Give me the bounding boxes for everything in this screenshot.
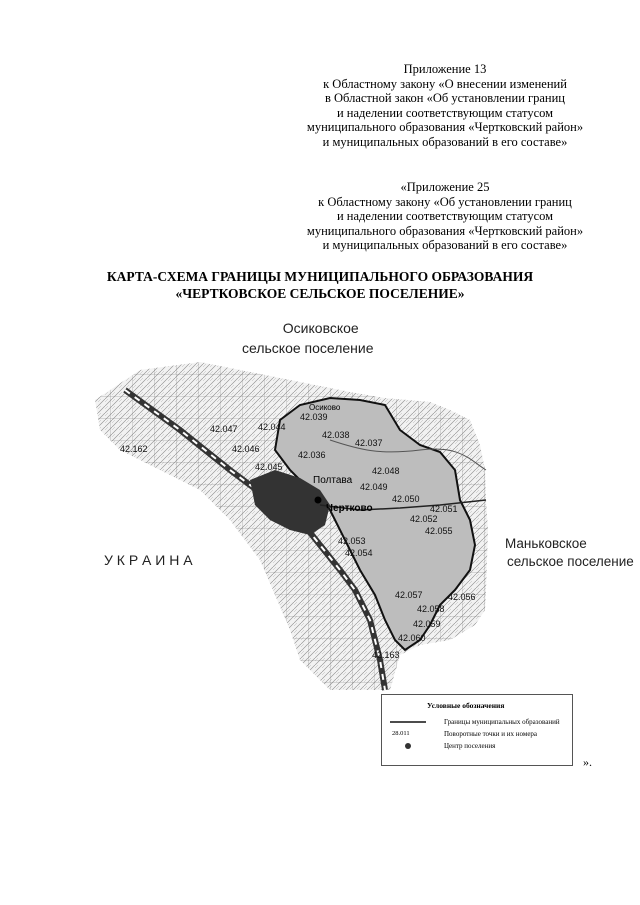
boundary-point-label: 42.044 <box>258 422 286 432</box>
neighbor-north-line1: Осиковское <box>282 320 359 336</box>
boundary-point-label: 42.050 <box>392 494 420 504</box>
boundary-point-label: 42.045 <box>255 462 283 472</box>
legend-item-points <box>388 729 568 739</box>
boundary-point-label: 42.057 <box>395 590 423 600</box>
boundary-point-label: 42.049 <box>360 482 388 492</box>
boundary-point-sample: 28.011 <box>392 730 410 737</box>
boundary-point-label: 42.048 <box>372 466 400 476</box>
header-line: и муниципальных образований в его составе» <box>322 134 568 149</box>
boundary-point-label: 42.038 <box>322 430 350 440</box>
boundary-point-label: 42.054 <box>345 548 373 558</box>
appendix-number: «Приложение 25 <box>400 180 490 194</box>
header-line: и наделении соответствующим статусом <box>336 209 554 223</box>
header-line: и муниципальных образований в его составе» <box>322 238 568 252</box>
boundary-point-label: 42.163 <box>372 650 400 660</box>
boundary-line-icon <box>388 717 428 727</box>
boundary-point-label: 42.037 <box>355 438 383 448</box>
boundary-point-label: 42.053 <box>338 536 366 546</box>
center-dot-icon <box>388 741 428 751</box>
boundary-point-label: 42.162 <box>120 444 148 454</box>
appendix-number: Приложение 13 <box>403 62 487 76</box>
boundary-point-label: 42.036 <box>298 450 326 460</box>
legend-title: Условные обозначения <box>427 701 505 710</box>
boundary-point-label: 42.051 <box>430 504 458 514</box>
header-line: к Областному закону «Об установлении границ <box>318 194 572 209</box>
boundary-point-label: 42.059 <box>413 619 441 629</box>
neighbor-north-label <box>242 318 374 358</box>
neighbor-north-line2: сельское поселение <box>242 340 374 356</box>
legend-label: Поворотные точки и их номера <box>444 730 538 738</box>
legend-item-center <box>388 741 568 751</box>
map-legend <box>381 694 573 766</box>
boundary-point-label: 42.039 <box>300 412 328 422</box>
boundary-point-label: 42.052 <box>410 514 438 524</box>
header-line: муниципального образования «Чертковский район» <box>306 120 584 134</box>
legend-item-boundary <box>388 717 568 727</box>
header-line: к Областному закону «О внесении изменений <box>323 76 567 91</box>
legend-label: Границы муниципальных образований <box>444 718 560 726</box>
closing-quote: ». <box>583 755 592 769</box>
place-name-osikovo: Осиково <box>309 403 341 412</box>
boundary-point-label: 42.056 <box>448 592 476 602</box>
place-name-poltava: Полтава <box>313 475 353 486</box>
legend-label: Центр поселения <box>444 742 496 750</box>
neighbor-east-line2: сельское поселение <box>507 554 634 569</box>
neighbor-west-label: У К Р А И Н А <box>104 552 193 568</box>
place-name-chertkovo: Чертково <box>326 503 373 514</box>
header-line: в Областной закон «Об установлении границ <box>324 91 565 105</box>
header-line: и наделении соответствующим статусом <box>336 105 554 120</box>
settlement-center-dot <box>315 497 322 504</box>
title-line: «ЧЕРТКОВСКОЕ СЕЛЬСКОЕ ПОСЕЛЕНИЕ» <box>175 286 465 301</box>
boundary-point-label: 42.060 <box>398 633 426 643</box>
boundary-point-label: 42.047 <box>210 424 238 434</box>
neighbor-east-line1: Маньковское <box>505 536 587 551</box>
header-line: муниципального образования «Чертковский район» <box>306 223 584 238</box>
boundary-point-label: 42.055 <box>425 526 453 536</box>
boundary-point-label: 42.046 <box>232 444 260 454</box>
neighbor-east-label <box>505 535 634 571</box>
title-line: КАРТА-СХЕМА ГРАНИЦЫ МУНИЦИПАЛЬНОГО ОБРАЗОВАНИЯ <box>106 269 534 284</box>
boundary-point-label: 42.058 <box>417 604 445 614</box>
